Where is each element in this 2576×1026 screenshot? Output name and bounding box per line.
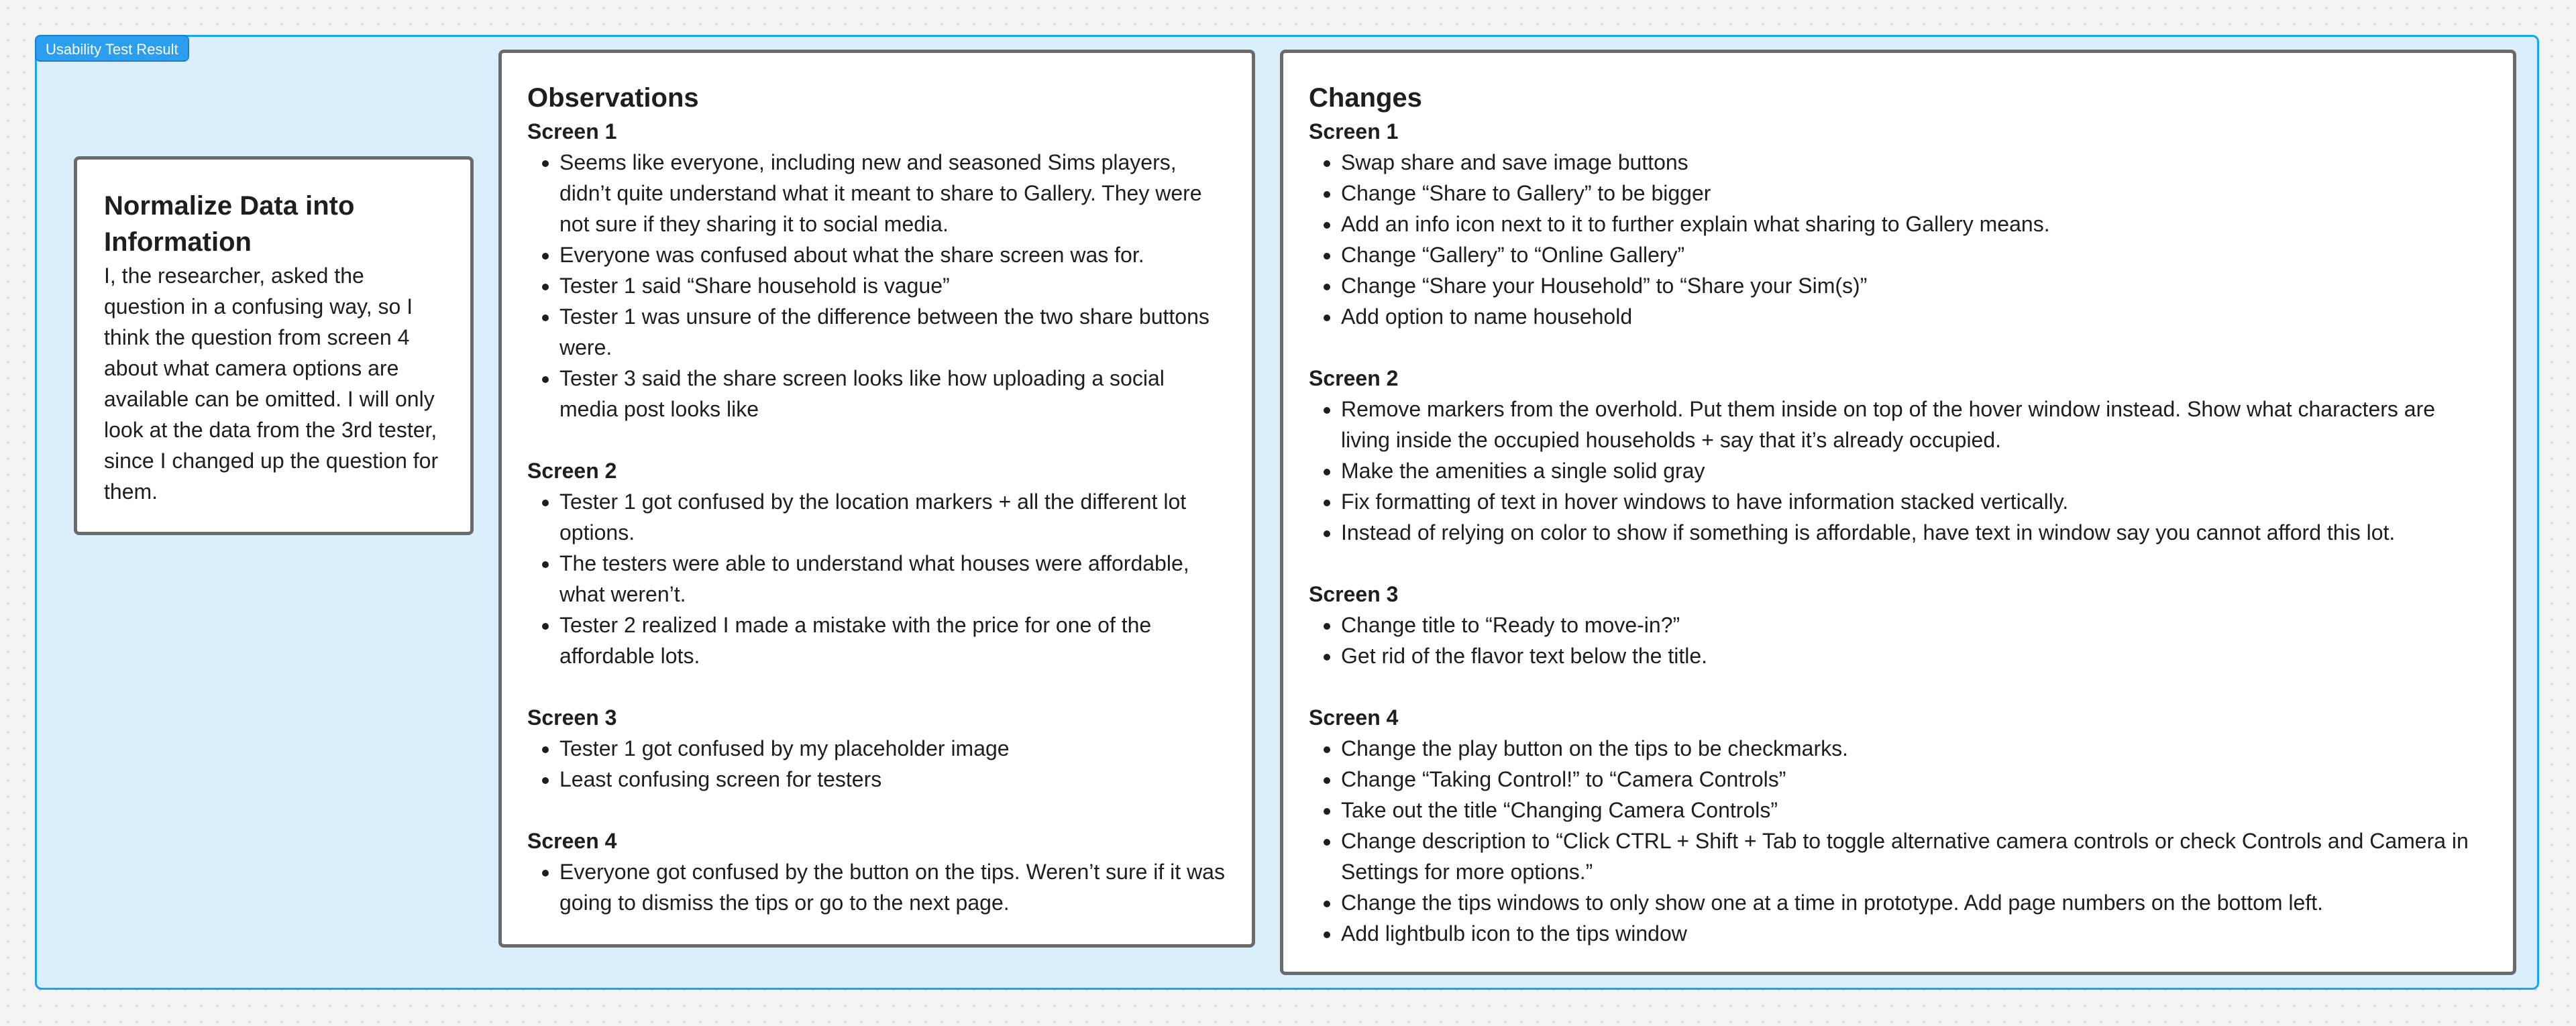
screen-title: Screen 4: [527, 829, 617, 853]
list-item: • Everyone was confused about what the share screen was for.: [559, 239, 1226, 270]
bullet-list: [1309, 733, 2487, 949]
list-item: • Tester 1 got confused by my placeholder image: [559, 733, 1226, 764]
screen-title: Screen 2: [527, 459, 617, 483]
bullet-list: [527, 856, 1226, 918]
changes-title: Changes: [1309, 83, 1422, 113]
list-item: • Change title to “Ready to move-in?”: [1341, 610, 2487, 640]
screen-title: Screen 4: [1309, 705, 1399, 730]
list-item: • Everyone got confused by the button on the tips. Weren’t sure if it was going to dismiss the tips or go to the next page.: [559, 856, 1226, 918]
list-item: • Change the play button on the tips to be checkmarks.: [1341, 733, 2487, 764]
list-item: • Tester 1 got confused by the location markers + all the different lot options.: [559, 486, 1226, 548]
list-item: • Seems like everyone, including new and seasoned Sims players, didn’t quite understand what it meant to share to Gallery. They were not sure if they sharing it to social media.: [559, 147, 1226, 239]
list-item: • Change “Taking Control!” to “Camera Controls”: [1341, 764, 2487, 795]
observations-screen-2: [527, 455, 1226, 671]
list-item: • Change “Gallery” to “Online Gallery”: [1341, 239, 2487, 270]
bullet-list: [1309, 147, 2487, 332]
bullet-list: [527, 486, 1226, 671]
observations-screen-1: [527, 116, 1226, 424]
screen-title: Screen 1: [1309, 119, 1399, 144]
changes-screen-1: [1309, 116, 2487, 332]
list-item: • Swap share and save image buttons: [1341, 147, 2487, 178]
list-item: • Get rid of the flavor text below the title.: [1341, 640, 2487, 671]
list-item: • Change the tips windows to only show one at a time in prototype. Add page numbers on the bottom left.: [1341, 887, 2487, 918]
list-item: • Tester 2 realized I made a mistake with the price for one of the affordable lots.: [559, 610, 1226, 671]
list-item: • Tester 1 said “Share household is vague”: [559, 270, 1226, 301]
screen-title: Screen 1: [527, 119, 617, 144]
changes-screen-4: [1309, 702, 2487, 949]
list-item: • Add lightbulb icon to the tips window: [1341, 918, 2487, 949]
section-label[interactable]: Usability Test Result: [35, 35, 189, 62]
observations-screen-3: [527, 702, 1226, 795]
screen-title: Screen 3: [527, 705, 617, 730]
list-item: • Add an info icon next to it to further explain what sharing to Gallery means.: [1341, 209, 2487, 239]
observations-card[interactable]: [498, 50, 1255, 948]
observations-title: Observations: [527, 83, 699, 113]
list-item: • The testers were able to understand what houses were affordable, what weren’t.: [559, 548, 1226, 610]
list-item: • Instead of relying on color to show if something is affordable, have text in window say you cannot afford this lot.: [1341, 517, 2487, 548]
list-item: • Make the amenities a single solid gray: [1341, 455, 2487, 486]
list-item: • Add option to name household: [1341, 301, 2487, 332]
list-item: • Remove markers from the overhold. Put them inside on top of the hover window instead. Show what characters are living inside the occupied households + say that it’s already occupied.: [1341, 394, 2487, 455]
list-item: • Change “Share your Household” to “Share your Sim(s)”: [1341, 270, 2487, 301]
changes-screen-3: [1309, 579, 2487, 671]
changes-card[interactable]: [1280, 50, 2516, 975]
observations-screen-4: [527, 825, 1226, 918]
list-item: • Tester 3 said the share screen looks like how uploading a social media post looks like: [559, 363, 1226, 424]
list-item: • Least confusing screen for testers: [559, 764, 1226, 795]
bullet-list: [1309, 394, 2487, 548]
screen-title: Screen 3: [1309, 582, 1399, 606]
list-item: • Change description to “Click CTRL + Shift + Tab to toggle alternative camera controls or check Controls and Camera in Settings for more options.”: [1341, 825, 2487, 887]
normalize-title: Normalize Data into Information: [104, 191, 355, 257]
normalize-data-card[interactable]: [74, 156, 474, 535]
bullet-list: [527, 147, 1226, 424]
list-item: • Fix formatting of text in hover windows to have information stacked vertically.: [1341, 486, 2487, 517]
changes-screen-2: [1309, 363, 2487, 548]
bullet-list: [527, 733, 1226, 795]
list-item: • Take out the title “Changing Camera Controls”: [1341, 795, 2487, 825]
list-item: • Change “Share to Gallery” to be bigger: [1341, 178, 2487, 209]
bullet-list: [1309, 610, 2487, 671]
screen-title: Screen 2: [1309, 366, 1399, 390]
list-item: • Tester 1 was unsure of the difference between the two share buttons were.: [559, 301, 1226, 363]
normalize-body: I, the researcher, asked the question in a confusing way, so I think the question from screen 4 about what camera options are available can be omitted. I will only look at the data from the 3rd tester, since I changed up the question for them.: [104, 264, 439, 504]
